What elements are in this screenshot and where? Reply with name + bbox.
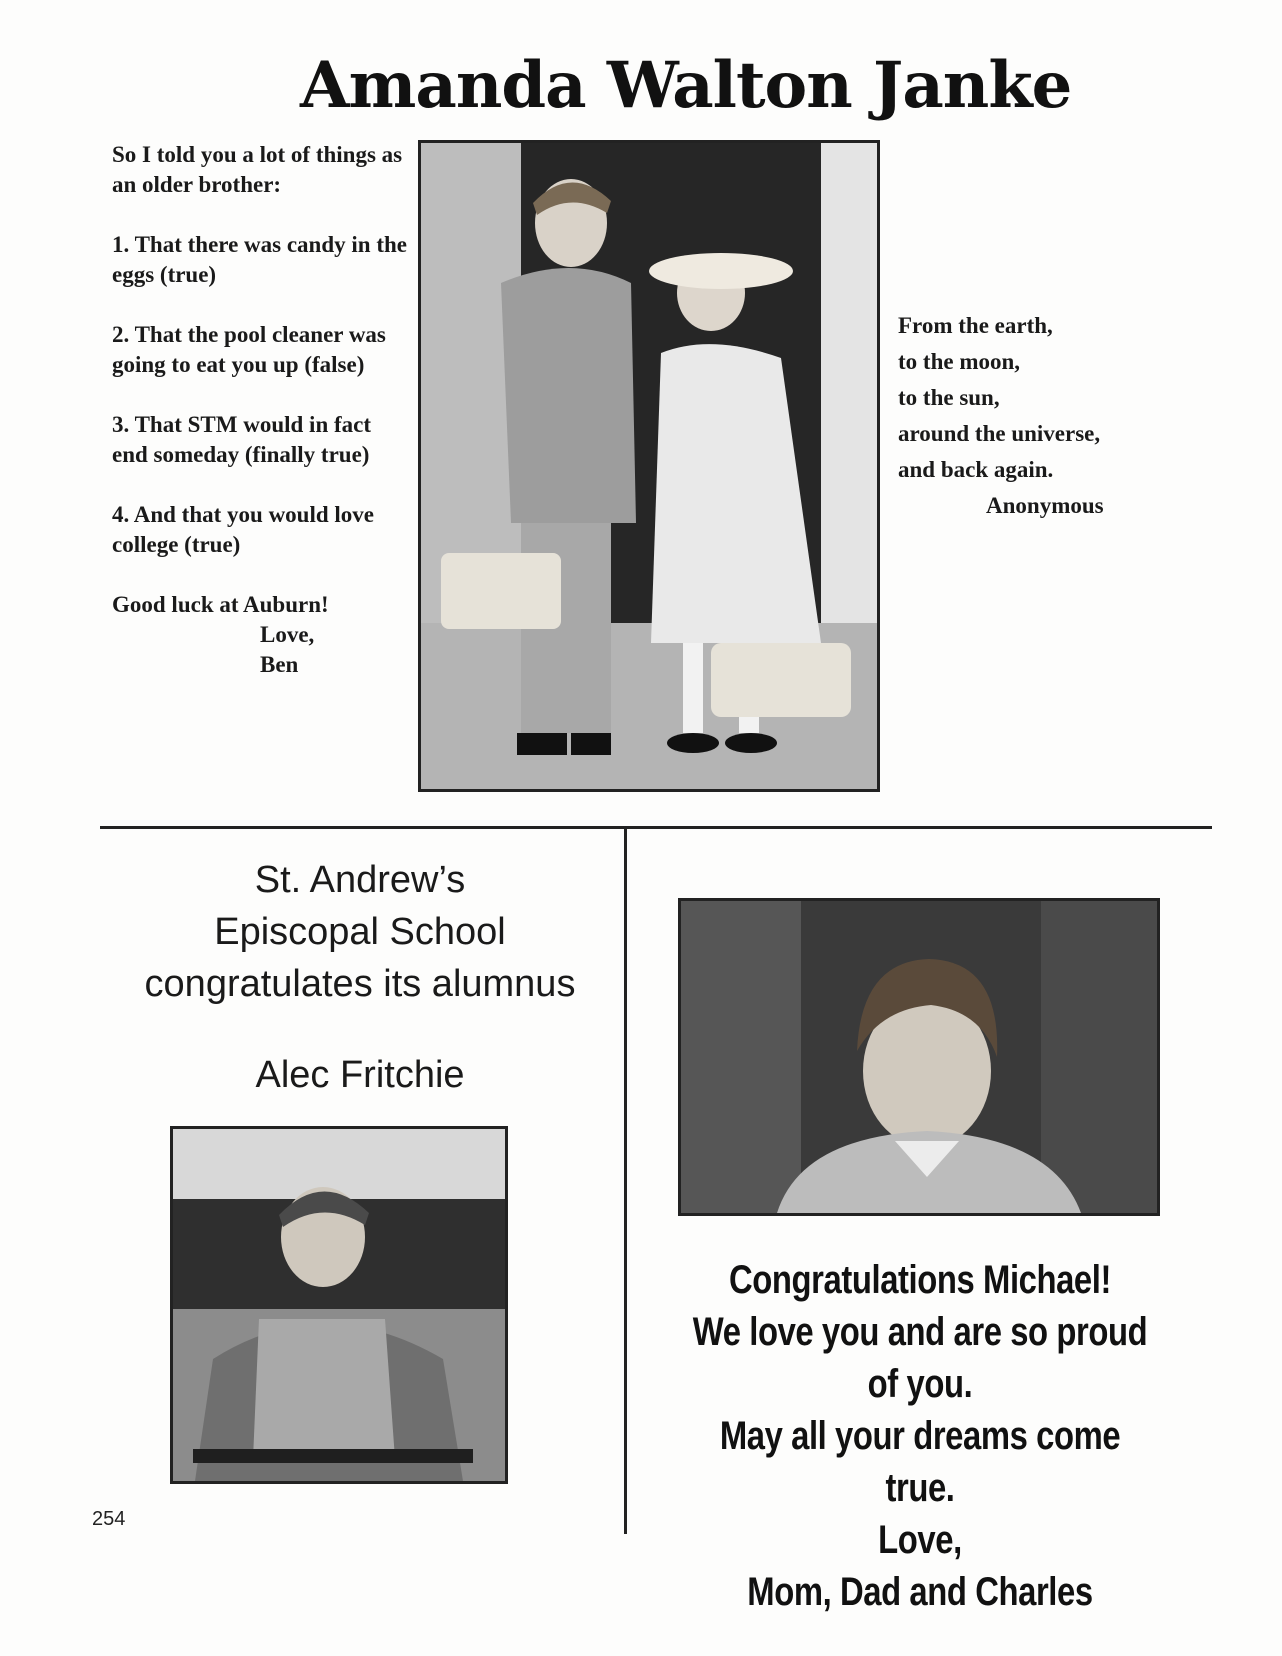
page-title: Amanda Walton Janke (300, 48, 1072, 123)
congrats-line: Congratulations Michael! (729, 1258, 1111, 1302)
congrats-line: Love, (878, 1518, 962, 1562)
poem-line: From the earth, (898, 313, 1053, 338)
alumnus-name: Alec Fritchie (255, 1054, 465, 1096)
children-easter-photo (418, 140, 880, 792)
school-line: Episcopal School (214, 911, 506, 953)
vertical-divider (624, 826, 627, 1534)
horizontal-divider (100, 826, 1212, 829)
letter-closing: Good luck at Auburn! (112, 592, 329, 617)
poem (898, 308, 1198, 524)
letter-intro: So I told you a lot of things as an older brother: (112, 142, 403, 197)
letter-from-brother (112, 140, 412, 680)
school-line: St. Andrew’s (254, 859, 466, 901)
family-congratulations (690, 1254, 1149, 1618)
letter-item: 3. That STM would in fact end someday (finally true) (112, 412, 372, 467)
letter-signoff: Love, (260, 622, 315, 647)
poem-line: and back again. (898, 457, 1054, 482)
poem-attribution: Anonymous (986, 493, 1104, 518)
congrats-line: We love you and are so proud (692, 1310, 1148, 1354)
letter-item: 4. And that you would love college (true) (112, 502, 375, 557)
school-line: congratulates its alumnus (144, 963, 576, 1005)
congrats-line: Mom, Dad and Charles (747, 1570, 1093, 1614)
poem-line: to the moon, (898, 349, 1021, 374)
congrats-line: of you. (867, 1362, 973, 1406)
letter-item: 1. That there was candy in the eggs (true) (112, 232, 407, 287)
poem-line: to the sun, (898, 385, 1000, 410)
letter-signature: Ben (260, 652, 299, 677)
congrats-line: May all your dreams come true. (719, 1414, 1121, 1510)
poem-line: around the universe, (898, 421, 1101, 446)
alec-portrait-photo (170, 1126, 508, 1484)
page-number: 254 (92, 1508, 126, 1530)
school-congratulations (100, 854, 620, 1010)
michael-portrait-photo (678, 898, 1160, 1216)
letter-item: 2. That the pool cleaner was going to eat you up (false) (112, 322, 386, 377)
